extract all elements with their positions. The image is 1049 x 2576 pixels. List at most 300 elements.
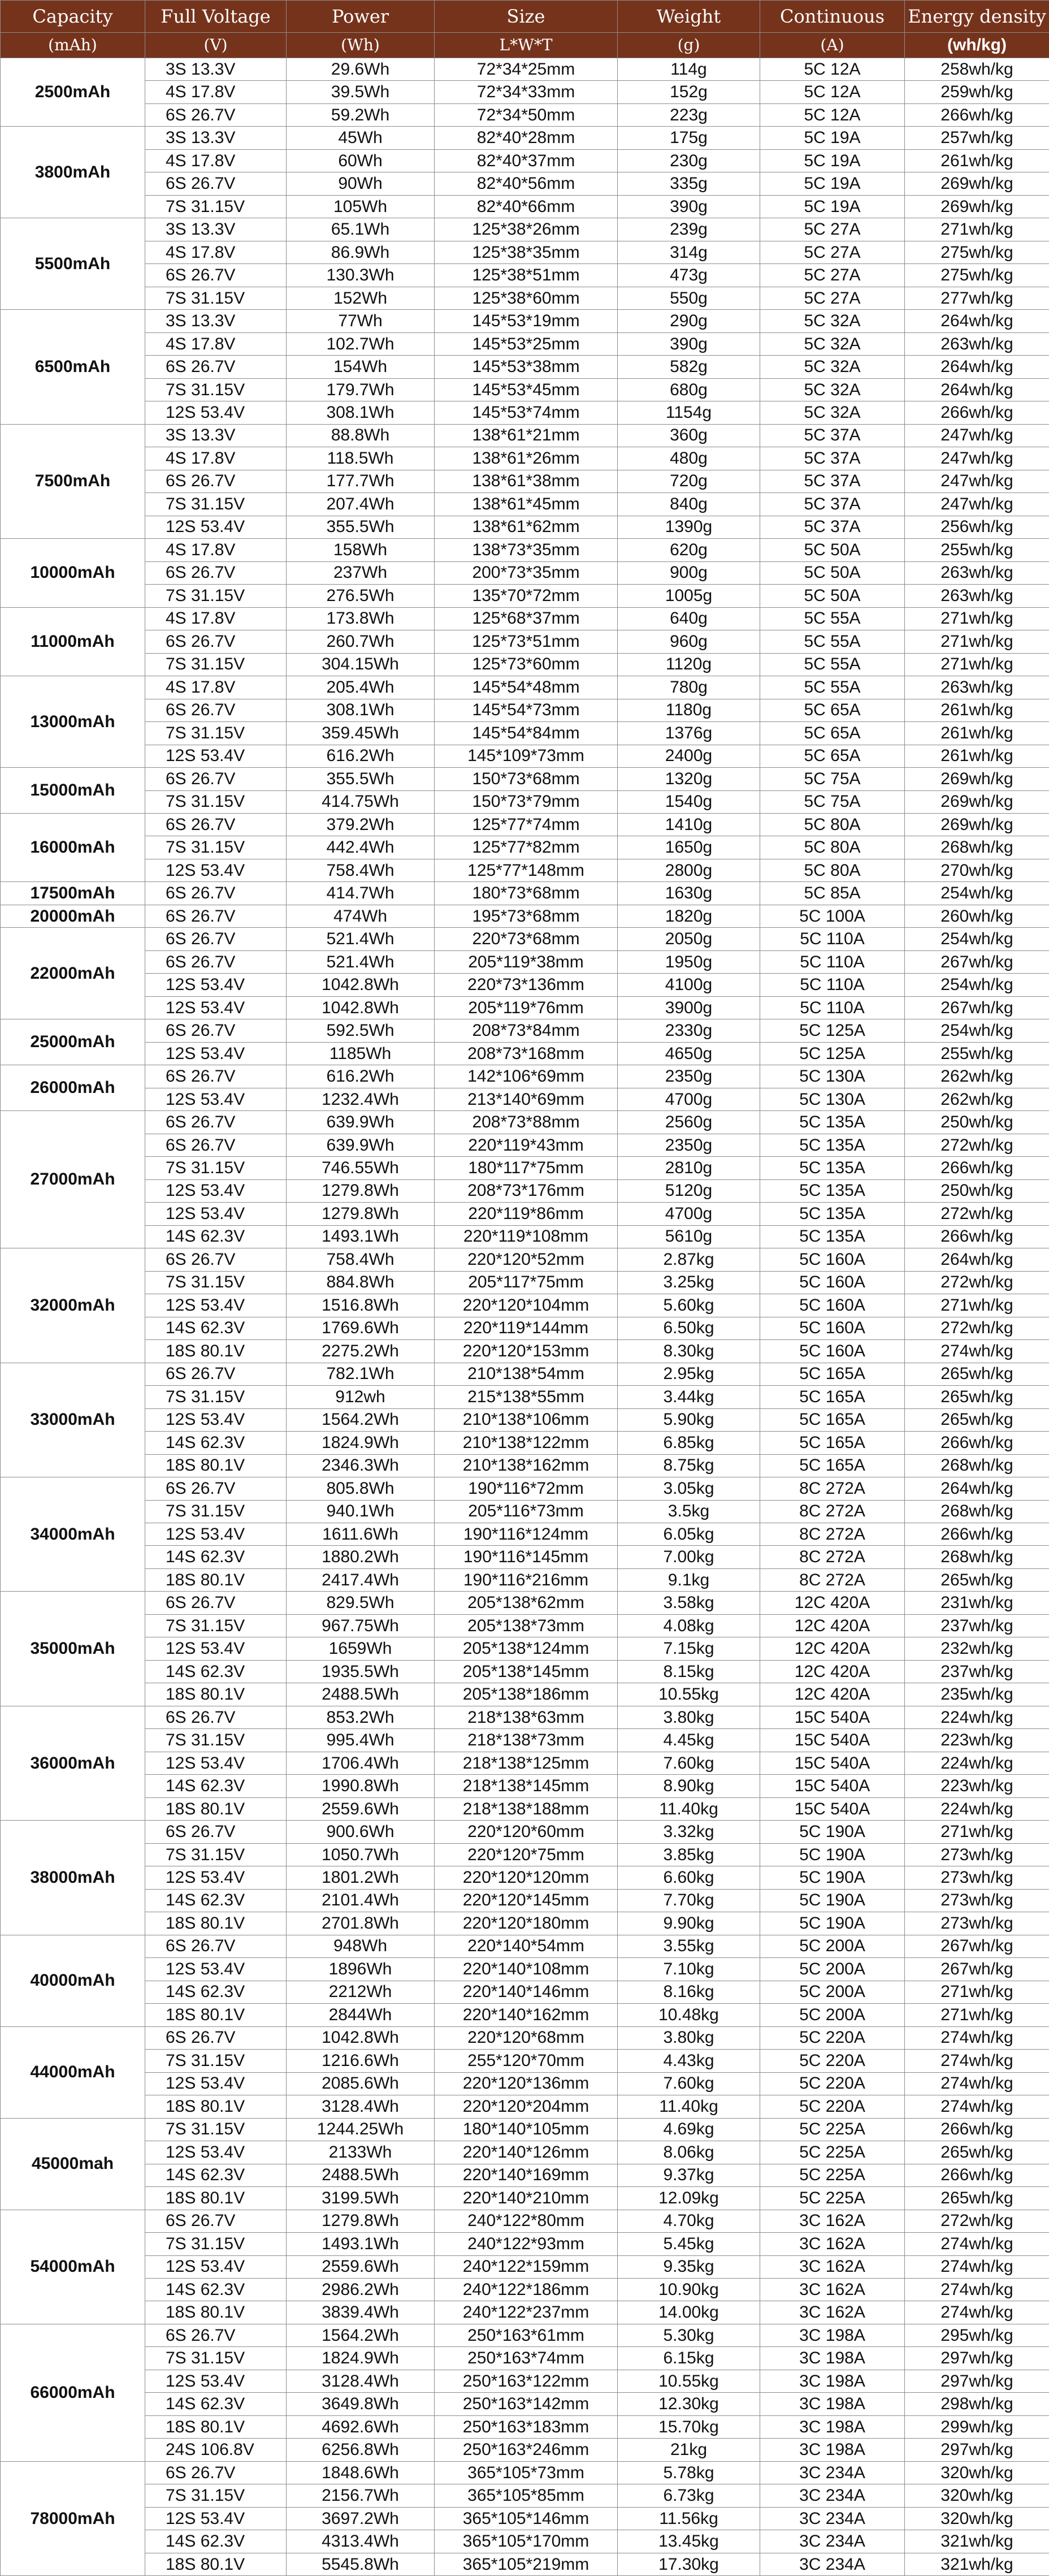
power-cell: 355.5Wh <box>287 516 435 538</box>
size-cell: 365*105*85mm <box>435 2484 618 2507</box>
power-cell: 118.5Wh <box>287 447 435 470</box>
volt-cell: 12S 53.4V <box>145 1958 287 1981</box>
volt-cell: 12S 53.4V <box>145 516 287 538</box>
power-cell: 1042.8Wh <box>287 2026 435 2049</box>
density-cell: 295wh/kg <box>905 2324 1049 2346</box>
power-cell: 474Wh <box>287 905 435 927</box>
density-cell: 263wh/kg <box>905 676 1049 699</box>
capacity-cell: 36000mAh <box>1 1706 145 1820</box>
power-cell: 276.5Wh <box>287 585 435 607</box>
continuous-cell: 5C 190A <box>760 1889 905 1912</box>
size-cell: 82*40*56mm <box>435 172 618 195</box>
weight-cell: 3.25kg <box>618 1271 760 1294</box>
power-cell: 912wh <box>287 1386 435 1408</box>
size-cell: 125*38*35mm <box>435 241 618 263</box>
density-cell: 269wh/kg <box>905 768 1049 790</box>
size-cell: 82*40*28mm <box>435 127 618 149</box>
density-cell: 272wh/kg <box>905 1271 1049 1294</box>
table-row <box>1 332 1049 355</box>
density-cell: 224wh/kg <box>905 1797 1049 1820</box>
continuous-cell: 5C 37A <box>760 470 905 492</box>
continuous-cell: 5C 220A <box>760 2050 905 2072</box>
volt-cell: 6S 26.7V <box>145 1592 287 1614</box>
density-cell: 320wh/kg <box>905 2484 1049 2507</box>
power-cell: 260.7Wh <box>287 630 435 653</box>
density-cell: 237wh/kg <box>905 1614 1049 1637</box>
table-row <box>1 653 1049 676</box>
volt-cell: 7S 31.15V <box>145 195 287 218</box>
continuous-cell: 8C 272A <box>760 1523 905 1546</box>
power-cell: 1769.6Wh <box>287 1317 435 1339</box>
density-cell: 274wh/kg <box>905 2233 1049 2255</box>
size-cell: 250*163*183mm <box>435 2415 618 2438</box>
capacity-cell: 40000mAh <box>1 1935 145 2026</box>
density-cell: 247wh/kg <box>905 447 1049 470</box>
weight-cell: 1820g <box>618 905 760 927</box>
table-row <box>1 195 1049 218</box>
density-cell: 275wh/kg <box>905 264 1049 287</box>
volt-cell: 18S 80.1V <box>145 1454 287 1477</box>
table-row <box>1 1500 1049 1523</box>
density-cell: 277wh/kg <box>905 287 1049 309</box>
power-cell: 1611.6Wh <box>287 1523 435 1546</box>
weight-cell: 9.90kg <box>618 1912 760 1935</box>
continuous-cell: 5C 32A <box>760 310 905 332</box>
power-cell: 1880.2Wh <box>287 1546 435 1568</box>
density-cell: 265wh/kg <box>905 1363 1049 1385</box>
power-cell: 1659Wh <box>287 1637 435 1660</box>
table-row <box>1 607 1049 630</box>
volt-cell: 14S 62.3V <box>145 1546 287 1568</box>
power-cell: 829.5Wh <box>287 1592 435 1614</box>
weight-cell: 8.30kg <box>618 1340 760 1363</box>
volt-cell: 3S 13.3V <box>145 127 287 149</box>
continuous-cell: 5C 165A <box>760 1408 905 1431</box>
continuous-cell: 15C 540A <box>760 1729 905 1752</box>
table-row <box>1 218 1049 241</box>
volt-cell: 7S 31.15V <box>145 493 287 516</box>
density-cell: 262wh/kg <box>905 1065 1049 1088</box>
weight-cell: 840g <box>618 493 760 516</box>
table-row <box>1 836 1049 859</box>
table-row <box>1 310 1049 332</box>
size-cell: 220*140*146mm <box>435 1981 618 2003</box>
size-cell: 220*119*43mm <box>435 1134 618 1156</box>
table-row <box>1 401 1049 424</box>
weight-cell: 230g <box>618 149 760 172</box>
weight-cell: 114g <box>618 58 760 81</box>
density-cell: 299wh/kg <box>905 2415 1049 2438</box>
continuous-cell: 5C 165A <box>760 1454 905 1477</box>
weight-cell: 7.70kg <box>618 1889 760 1912</box>
density-cell: 321wh/kg <box>905 2530 1049 2553</box>
volt-cell: 12S 53.4V <box>145 2141 287 2164</box>
continuous-cell: 3C 234A <box>760 2553 905 2575</box>
power-cell: 1232.4Wh <box>287 1088 435 1110</box>
col-header-full-voltage: Full Voltage <box>145 1 287 33</box>
power-cell: 2212Wh <box>287 1981 435 2003</box>
power-cell: 1564.2Wh <box>287 1408 435 1431</box>
continuous-cell: 5C 37A <box>760 516 905 538</box>
continuous-cell: 5C 50A <box>760 561 905 584</box>
size-cell: 213*140*69mm <box>435 1088 618 1110</box>
density-cell: 266wh/kg <box>905 2164 1049 2186</box>
density-cell: 232wh/kg <box>905 1637 1049 1660</box>
density-cell: 266wh/kg <box>905 1157 1049 1179</box>
volt-cell: 4S 17.8V <box>145 539 287 561</box>
volt-cell: 6S 26.7V <box>145 1134 287 1156</box>
table-row <box>1 1843 1049 1866</box>
weight-cell: 640g <box>618 607 760 630</box>
weight-cell: 6.85kg <box>618 1432 760 1454</box>
density-cell: 272wh/kg <box>905 2210 1049 2232</box>
continuous-cell: 15C 540A <box>760 1775 905 1797</box>
capacity-cell: 17500mAh <box>1 882 145 905</box>
continuous-cell: 5C 27A <box>760 264 905 287</box>
table-row <box>1 2507 1049 2530</box>
continuous-cell: 5C 190A <box>760 1843 905 1866</box>
volt-cell: 18S 80.1V <box>145 1912 287 1935</box>
volt-cell: 7S 31.15V <box>145 287 287 309</box>
power-cell: 2488.5Wh <box>287 2164 435 2186</box>
table-row <box>1 1958 1049 1981</box>
density-cell: 255wh/kg <box>905 1042 1049 1065</box>
power-cell: 1244.25Wh <box>287 2118 435 2141</box>
density-cell: 265wh/kg <box>905 1568 1049 1591</box>
power-cell: 616.2Wh <box>287 745 435 767</box>
power-cell: 758.4Wh <box>287 859 435 881</box>
weight-cell: 4.69kg <box>618 2118 760 2141</box>
continuous-cell: 3C 198A <box>760 2393 905 2415</box>
capacity-cell: 45000mah <box>1 2118 145 2210</box>
volt-cell: 24S 106.8V <box>145 2439 287 2461</box>
table-row <box>1 2439 1049 2461</box>
volt-cell: 7S 31.15V <box>145 1157 287 1179</box>
size-cell: 220*120*104mm <box>435 1294 618 1317</box>
volt-cell: 14S 62.3V <box>145 1981 287 2003</box>
continuous-cell: 5C 225A <box>760 2164 905 2186</box>
table-row <box>1 1179 1049 1202</box>
volt-cell: 18S 80.1V <box>145 2187 287 2210</box>
table-row <box>1 516 1049 538</box>
size-cell: 255*120*70mm <box>435 2050 618 2072</box>
power-cell: 1279.8Wh <box>287 2210 435 2232</box>
density-cell: 271wh/kg <box>905 1294 1049 1317</box>
table-row <box>1 2004 1049 2026</box>
power-cell: 616.2Wh <box>287 1065 435 1088</box>
table-row <box>1 2118 1049 2141</box>
size-cell: 145*109*73mm <box>435 745 618 767</box>
size-cell: 205*116*73mm <box>435 1500 618 1523</box>
table-row <box>1 1729 1049 1752</box>
table-row <box>1 2278 1049 2301</box>
power-cell: 1824.9Wh <box>287 1432 435 1454</box>
capacity-cell: 34000mAh <box>1 1477 145 1592</box>
continuous-cell: 5C 160A <box>760 1271 905 1294</box>
capacity-cell: 25000mAh <box>1 1019 145 1065</box>
weight-cell: 3900g <box>618 996 760 1019</box>
weight-cell: 7.10kg <box>618 1958 760 1981</box>
size-cell: 200*73*35mm <box>435 561 618 584</box>
continuous-cell: 5C 80A <box>760 813 905 836</box>
density-cell: 271wh/kg <box>905 653 1049 676</box>
table-row <box>1 264 1049 287</box>
continuous-cell: 5C 200A <box>760 2004 905 2026</box>
size-cell: 72*34*25mm <box>435 58 618 81</box>
density-cell: 269wh/kg <box>905 790 1049 813</box>
volt-cell: 4S 17.8V <box>145 607 287 630</box>
weight-cell: 10.90kg <box>618 2278 760 2301</box>
power-cell: 39.5Wh <box>287 81 435 103</box>
continuous-cell: 5C 225A <box>760 2141 905 2164</box>
size-cell: 220*120*180mm <box>435 1912 618 1935</box>
continuous-cell: 5C 55A <box>760 630 905 653</box>
weight-cell: 13.45kg <box>618 2530 760 2553</box>
unit-full-voltage: (V) <box>145 33 287 58</box>
weight-cell: 223g <box>618 103 760 126</box>
size-cell: 208*73*88mm <box>435 1111 618 1134</box>
continuous-cell: 3C 234A <box>760 2530 905 2553</box>
continuous-cell: 5C 125A <box>760 1019 905 1042</box>
weight-cell: 2330g <box>618 1019 760 1042</box>
volt-cell: 6S 26.7V <box>145 2210 287 2232</box>
density-cell: 268wh/kg <box>905 1546 1049 1568</box>
density-cell: 223wh/kg <box>905 1729 1049 1752</box>
table-row <box>1 1432 1049 1454</box>
weight-cell: 1540g <box>618 790 760 813</box>
power-cell: 2417.4Wh <box>287 1568 435 1591</box>
power-cell: 1279.8Wh <box>287 1179 435 1202</box>
continuous-cell: 5C 27A <box>760 241 905 263</box>
continuous-cell: 3C 234A <box>760 2507 905 2530</box>
weight-cell: 2050g <box>618 928 760 950</box>
power-cell: 86.9Wh <box>287 241 435 263</box>
density-cell: 266wh/kg <box>905 401 1049 424</box>
density-cell: 264wh/kg <box>905 310 1049 332</box>
density-cell: 265wh/kg <box>905 1408 1049 1431</box>
size-cell: 220*120*52mm <box>435 1248 618 1271</box>
continuous-cell: 5C 12A <box>760 81 905 103</box>
size-cell: 240*122*159mm <box>435 2255 618 2278</box>
continuous-cell: 5C 135A <box>760 1134 905 1156</box>
density-cell: 267wh/kg <box>905 996 1049 1019</box>
power-cell: 948Wh <box>287 1935 435 1957</box>
weight-cell: 6.50kg <box>618 1317 760 1339</box>
density-cell: 265wh/kg <box>905 1386 1049 1408</box>
size-cell: 220*120*60mm <box>435 1821 618 1843</box>
weight-cell: 175g <box>618 127 760 149</box>
volt-cell: 6S 26.7V <box>145 1821 287 1843</box>
continuous-cell: 5C 19A <box>760 172 905 195</box>
size-cell: 145*53*19mm <box>435 310 618 332</box>
weight-cell: 290g <box>618 310 760 332</box>
continuous-cell: 5C 130A <box>760 1088 905 1110</box>
density-cell: 254wh/kg <box>905 974 1049 996</box>
weight-cell: 8.15kg <box>618 1660 760 1683</box>
table-row <box>1 1111 1049 1134</box>
continuous-cell: 5C 50A <box>760 539 905 561</box>
volt-cell: 4S 17.8V <box>145 149 287 172</box>
capacity-cell: 33000mAh <box>1 1363 145 1477</box>
table-row <box>1 1660 1049 1683</box>
table-row <box>1 470 1049 492</box>
size-cell: 190*116*216mm <box>435 1568 618 1591</box>
size-cell: 210*138*54mm <box>435 1363 618 1385</box>
col-header-power: Power <box>287 1 435 33</box>
weight-cell: 2400g <box>618 745 760 767</box>
weight-cell: 239g <box>618 218 760 241</box>
size-cell: 145*53*25mm <box>435 332 618 355</box>
weight-cell: 17.30kg <box>618 2553 760 2575</box>
capacity-cell: 6500mAh <box>1 310 145 424</box>
size-cell: 220*120*136mm <box>435 2072 618 2095</box>
size-cell: 250*163*74mm <box>435 2347 618 2370</box>
power-cell: 2101.4Wh <box>287 1889 435 1912</box>
density-cell: 269wh/kg <box>905 813 1049 836</box>
size-cell: 145*53*45mm <box>435 378 618 401</box>
size-cell: 220*119*86mm <box>435 1203 618 1225</box>
weight-cell: 2810g <box>618 1157 760 1179</box>
table-row <box>1 2553 1049 2575</box>
table-row <box>1 539 1049 561</box>
power-cell: 521.4Wh <box>287 928 435 950</box>
power-cell: 782.1Wh <box>287 1363 435 1385</box>
capacity-cell: 3800mAh <box>1 127 145 218</box>
size-cell: 125*77*82mm <box>435 836 618 859</box>
continuous-cell: 8C 272A <box>760 1500 905 1523</box>
volt-cell: 12S 53.4V <box>145 1523 287 1546</box>
table-row <box>1 859 1049 881</box>
power-cell: 639.9Wh <box>287 1134 435 1156</box>
table-row <box>1 1546 1049 1568</box>
table-row <box>1 103 1049 126</box>
weight-cell: 6.05kg <box>618 1523 760 1546</box>
table-row <box>1 81 1049 103</box>
power-cell: 4692.6Wh <box>287 2415 435 2438</box>
density-cell: 259wh/kg <box>905 81 1049 103</box>
power-cell: 158Wh <box>287 539 435 561</box>
capacity-cell: 26000mAh <box>1 1065 145 1111</box>
volt-cell: 6S 26.7V <box>145 470 287 492</box>
table-row <box>1 493 1049 516</box>
table-row <box>1 1408 1049 1431</box>
size-cell: 220*140*162mm <box>435 2004 618 2026</box>
size-cell: 220*119*144mm <box>435 1317 618 1339</box>
table-row <box>1 2415 1049 2438</box>
power-cell: 414.75Wh <box>287 790 435 813</box>
power-cell: 967.75Wh <box>287 1614 435 1637</box>
weight-cell: 1650g <box>618 836 760 859</box>
weight-cell: 5.78kg <box>618 2461 760 2484</box>
size-cell: 195*73*68mm <box>435 905 618 927</box>
power-cell: 3199.5Wh <box>287 2187 435 2210</box>
size-cell: 220*140*108mm <box>435 1958 618 1981</box>
size-cell: 138*61*45mm <box>435 493 618 516</box>
density-cell: 255wh/kg <box>905 539 1049 561</box>
volt-cell: 12S 53.4V <box>145 401 287 424</box>
unit-weight: (g) <box>618 33 760 58</box>
weight-cell: 7.00kg <box>618 1546 760 1568</box>
density-cell: 297wh/kg <box>905 2439 1049 2461</box>
weight-cell: 2.87kg <box>618 1248 760 1271</box>
weight-cell: 5.45kg <box>618 2233 760 2255</box>
capacity-cell: 54000mAh <box>1 2210 145 2324</box>
weight-cell: 11.56kg <box>618 2507 760 2530</box>
power-cell: 3839.4Wh <box>287 2301 435 2324</box>
power-cell: 173.8Wh <box>287 607 435 630</box>
continuous-cell: 5C 19A <box>760 127 905 149</box>
continuous-cell: 5C 55A <box>760 607 905 630</box>
weight-cell: 473g <box>618 264 760 287</box>
size-cell: 125*38*51mm <box>435 264 618 287</box>
density-cell: 268wh/kg <box>905 1500 1049 1523</box>
density-cell: 271wh/kg <box>905 607 1049 630</box>
continuous-cell: 3C 234A <box>760 2484 905 2507</box>
weight-cell: 7.60kg <box>618 2072 760 2095</box>
power-cell: 521.4Wh <box>287 950 435 973</box>
density-cell: 272wh/kg <box>905 1134 1049 1156</box>
table-row <box>1 58 1049 81</box>
capacity-cell: 44000mAh <box>1 2026 145 2118</box>
power-cell: 758.4Wh <box>287 1248 435 1271</box>
power-cell: 88.8Wh <box>287 424 435 447</box>
density-cell: 266wh/kg <box>905 1523 1049 1546</box>
size-cell: 125*73*51mm <box>435 630 618 653</box>
power-cell: 940.1Wh <box>287 1500 435 1523</box>
weight-cell: 3.80kg <box>618 1706 760 1728</box>
table-row <box>1 790 1049 813</box>
weight-cell: 5120g <box>618 1179 760 1202</box>
weight-cell: 1376g <box>618 722 760 745</box>
continuous-cell: 5C 160A <box>760 1294 905 1317</box>
volt-cell: 4S 17.8V <box>145 332 287 355</box>
power-cell: 414.7Wh <box>287 882 435 905</box>
weight-cell: 6.15kg <box>618 2347 760 2370</box>
power-cell: 1279.8Wh <box>287 1203 435 1225</box>
weight-cell: 1410g <box>618 813 760 836</box>
power-cell: 900.6Wh <box>287 1821 435 1843</box>
power-cell: 6256.8Wh <box>287 2439 435 2461</box>
size-cell: 125*77*74mm <box>435 813 618 836</box>
weight-cell: 14.00kg <box>618 2301 760 2324</box>
weight-cell: 2.95kg <box>618 1363 760 1385</box>
table-row <box>1 2347 1049 2370</box>
volt-cell: 7S 31.15V <box>145 585 287 607</box>
table-row <box>1 2461 1049 2484</box>
weight-cell: 8.90kg <box>618 1775 760 1797</box>
capacity-cell: 66000mAh <box>1 2324 145 2461</box>
power-cell: 2156.7Wh <box>287 2484 435 2507</box>
table-row <box>1 2095 1049 2118</box>
power-cell: 995.4Wh <box>287 1729 435 1752</box>
density-cell: 257wh/kg <box>905 127 1049 149</box>
continuous-cell: 5C 135A <box>760 1157 905 1179</box>
continuous-cell: 5C 225A <box>760 2118 905 2141</box>
density-cell: 265wh/kg <box>905 2187 1049 2210</box>
capacity-cell: 2500mAh <box>1 58 145 127</box>
volt-cell: 6S 26.7V <box>145 699 287 721</box>
density-cell: 250wh/kg <box>905 1179 1049 1202</box>
size-cell: 205*117*75mm <box>435 1271 618 1294</box>
table-row <box>1 1065 1049 1088</box>
table-row <box>1 722 1049 745</box>
table-row <box>1 813 1049 836</box>
table-row <box>1 356 1049 378</box>
unit-continuous: (A) <box>760 33 905 58</box>
size-cell: 220*120*68mm <box>435 2026 618 2049</box>
col-header-energy-density: Energy density <box>905 1 1049 33</box>
size-cell: 220*140*54mm <box>435 1935 618 1957</box>
